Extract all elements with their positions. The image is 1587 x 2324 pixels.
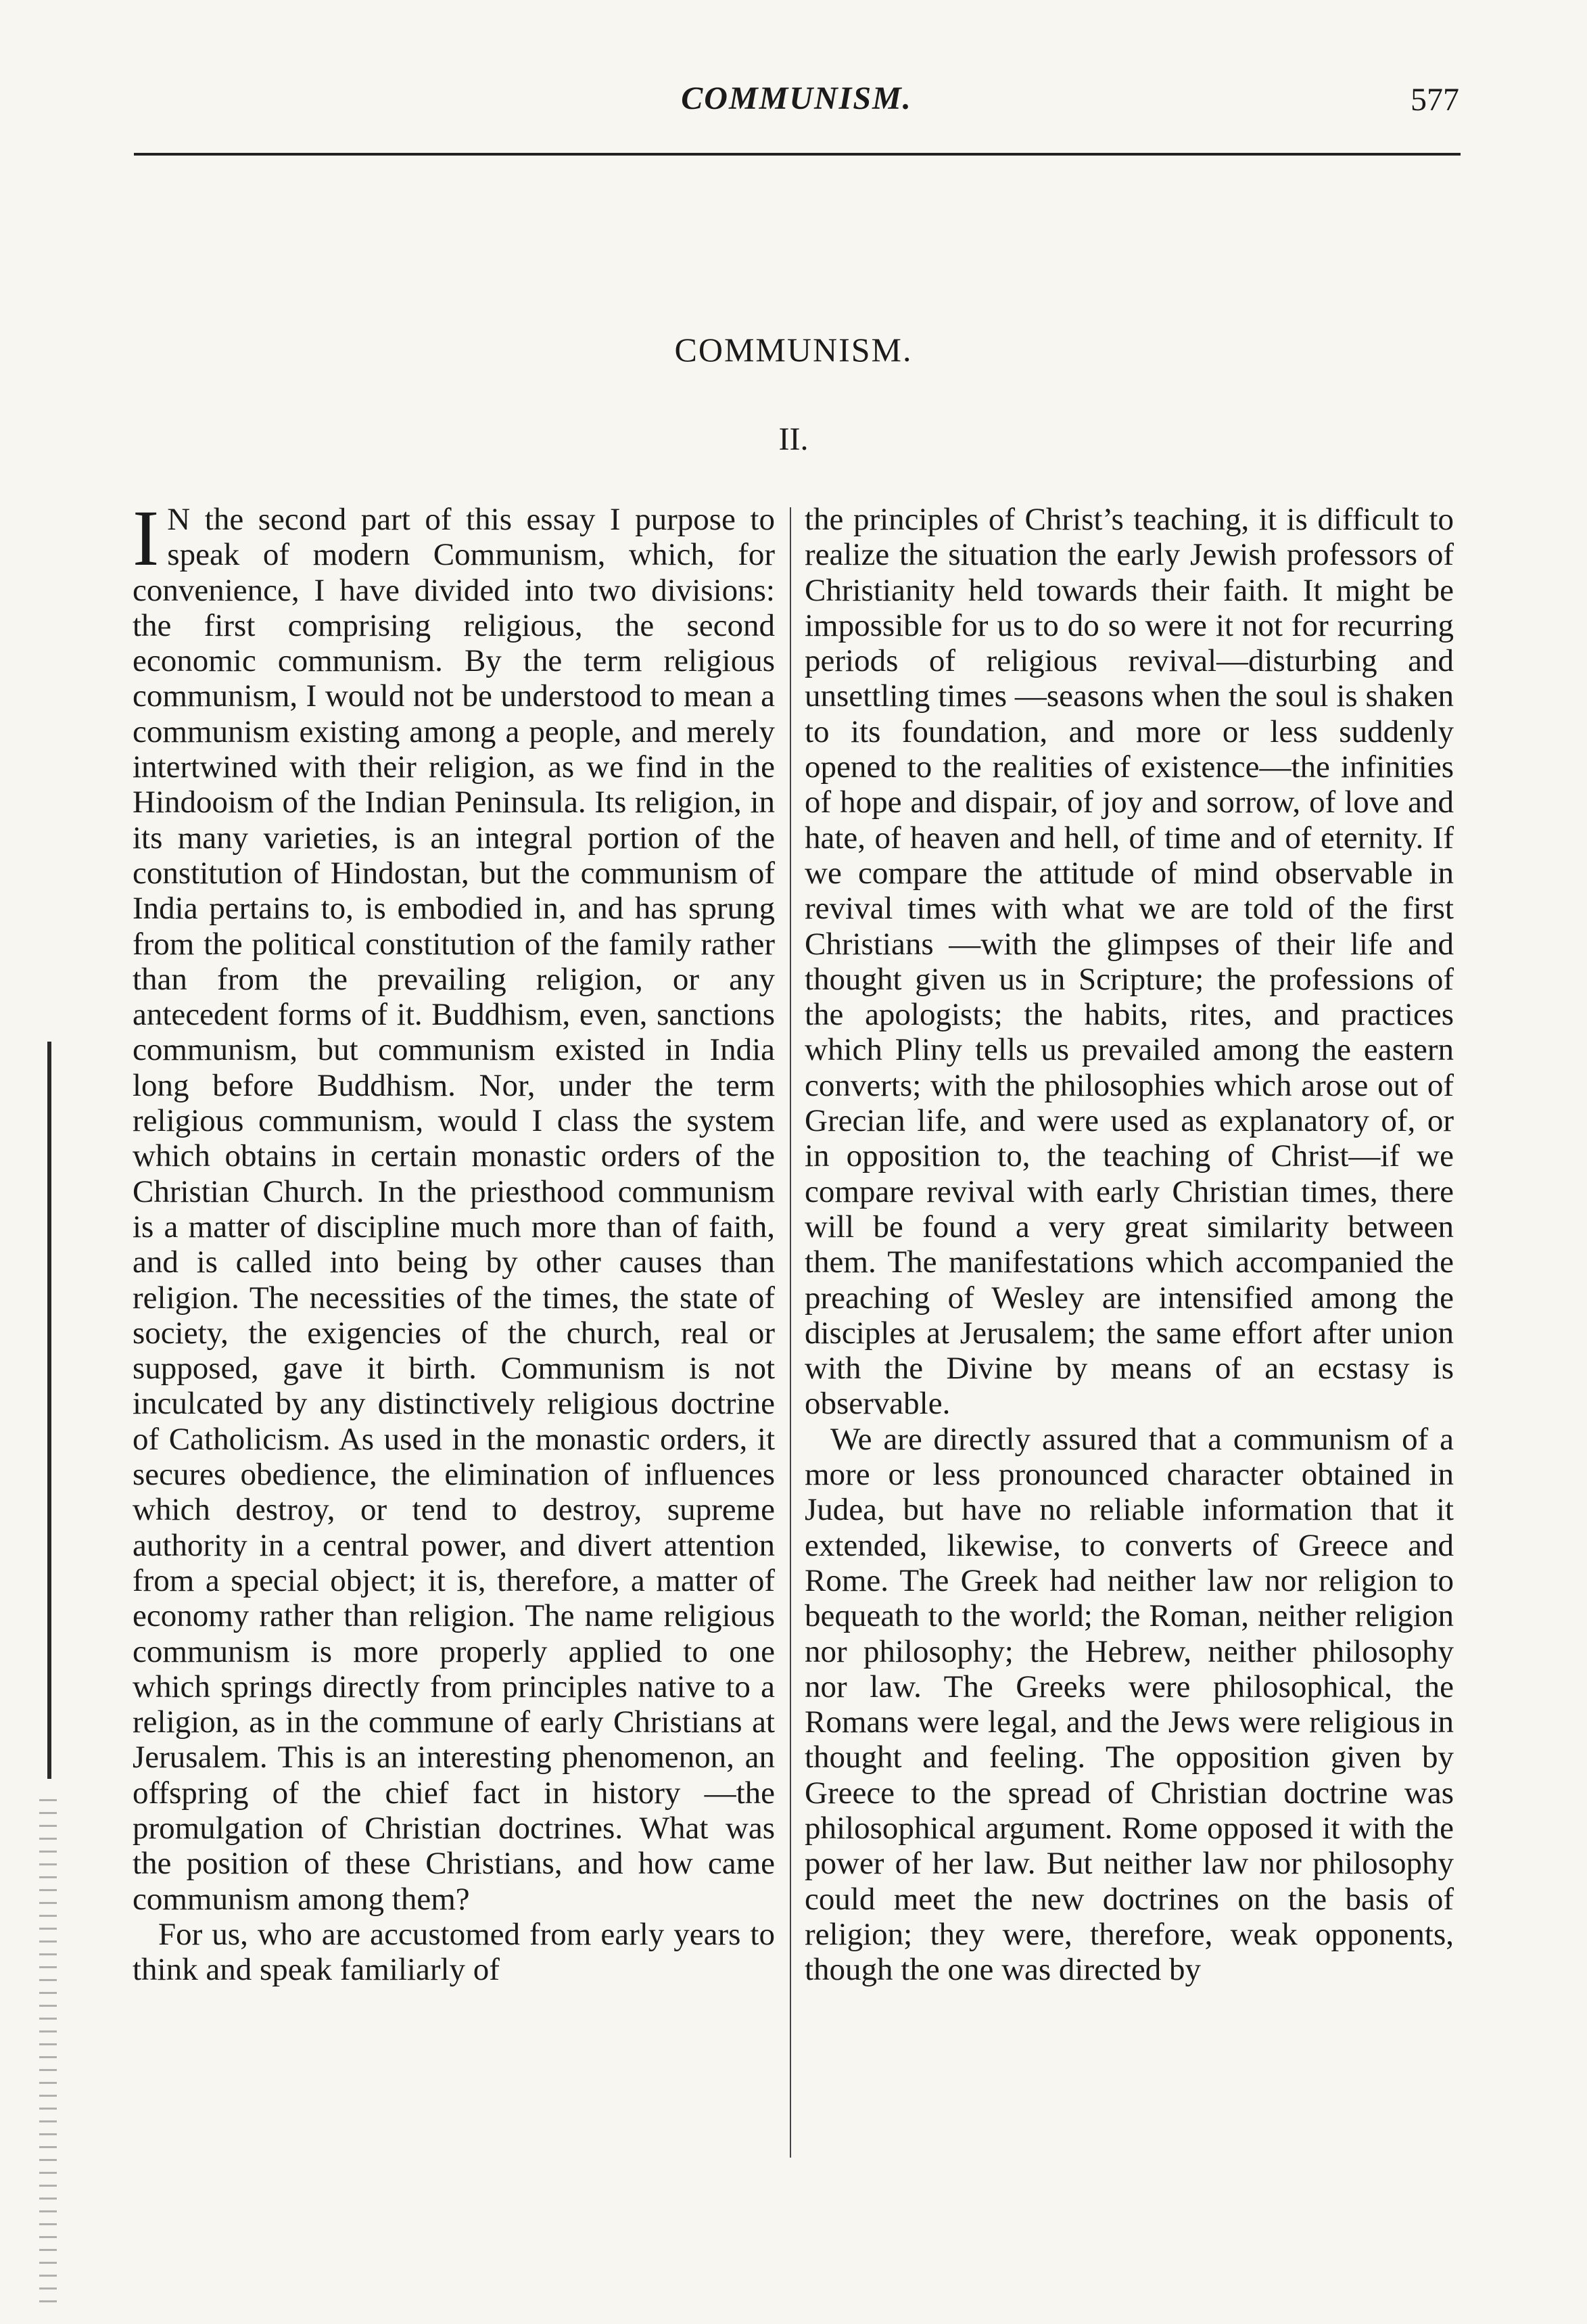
paragraph-opening-text: N the second part of this essay I purpose to speak of modern Communism, which, for convenience, I have divided into two divisions: the first comprising religious, the second economic communism. By the term religious communism, I would not be understood to mean a communism existing among a people, and merely intertwined with their religion, as we find in the Hindooism of the Indian Peninsula. Its religion, in its many varieties, is an integral portion of the constitution of Hindostan, but the communism of India pertains to, is embodied in, and has sprung from the political constitution of the family rather than from the prevailing religion, or any antecedent forms of it. Buddhism, even, sanctions communism, but communism existed in India long before Buddhism. Nor, under the term religious communism, would I class the system which obtains in certain monastic orders of the Christian Church. In the priesthood communism is a matter of discipline much more than of faith, and is called into being by other causes than religion. The necessities of the times, the state of society, the exigencies of the church, real or supposed, gave it birth. Communism is not inculcated by any distinctively religious doctrine of Catholicism. As used in the monastic orders, it secures obedience, the elimination of influences which destroy, or tend to destroy, supreme authority in a central power, and divert attention from a special object; it is, therefore, a matter of economy rather than religion. The name religious communism is more properly applied to one which springs directly from principles native to a religion, as in the commune of early Christians at Jerusalem. This is an interesting phenomenon, an offspring of the chief fact in history —the promulgation of Christian doctrines. What was the position of these Christians, and how came communism among them?: [133, 502, 775, 1917]
left-column: [133, 494, 775, 2166]
header-rule: [134, 153, 1461, 156]
right-column: [805, 502, 1454, 2166]
column-divider: [790, 507, 791, 2158]
page-number: 577: [1411, 82, 1459, 118]
drop-cap: I: [133, 494, 160, 582]
paragraph-continued: the principles of Christ’s teaching, it is difficult to realize the situation the early Jewish professors of Christianity held towards their faith. It might be impossible for us to do so were it not for recurring periods of religious revival—disturbing and unsettling times —seasons when the soul is shaken to its foundation, and more or less suddenly opened to the realities of existence—the infinities of hope and dispair, of joy and sorrow, of love and hate, of heaven and hell, of time and of eternity. If we compare the attitude of mind observable in revival times with what we are told of the first Christians —with the glimpses of their life and thought given us in Scripture; the professions of the apologists; the habits, rites, and practices which Pliny tells us prevailed among the eastern converts; with the philosophies which arose out of Grecian life, and were used as explanatory of, or in opposition to, the teaching of Christ—if we compare revival with early Christian times, there will be found a very great similarity between them. The manifestations which accompanied the preaching of Wesley are intensified among the disciples at Jerusalem; the same effort after union with the Divine by means of an ecstasy is observable.: [805, 502, 1454, 1422]
margin-binding-mark: [47, 1042, 51, 1779]
margin-scan-speckle: [39, 1799, 57, 2313]
running-title: COMMUNISM.: [681, 80, 912, 116]
paragraph-opening: [133, 494, 775, 1917]
article-title: COMMUNISM.: [674, 331, 913, 369]
part-number: II.: [778, 421, 809, 457]
paragraph: For us, who are accustomed from early years to think and speak familiarly of: [133, 1916, 775, 1988]
running-head: [134, 73, 1459, 127]
paragraph: We are directly assured that a communism of a more or less pronounced character obtained in Judea, but have no reliable information that it extended, likewise, to converts of Greece and Rome. The Greek had neither law nor religion to bequeath to the world; the Roman, neither religion nor philosophy; the Hebrew, neither philosophy nor law. The Greeks were philosophical, the Romans were legal, and the Jews were religious in thought and feeling. The opposition given by Greece to the spread of Christian doctrine was philosophical argument. Rome opposed it with the power of her law. But neither law nor philosophy could meet the new doctrines on the basis of religion; they were, therefore, weak opponents, though the one was directed by: [805, 1421, 1454, 1988]
